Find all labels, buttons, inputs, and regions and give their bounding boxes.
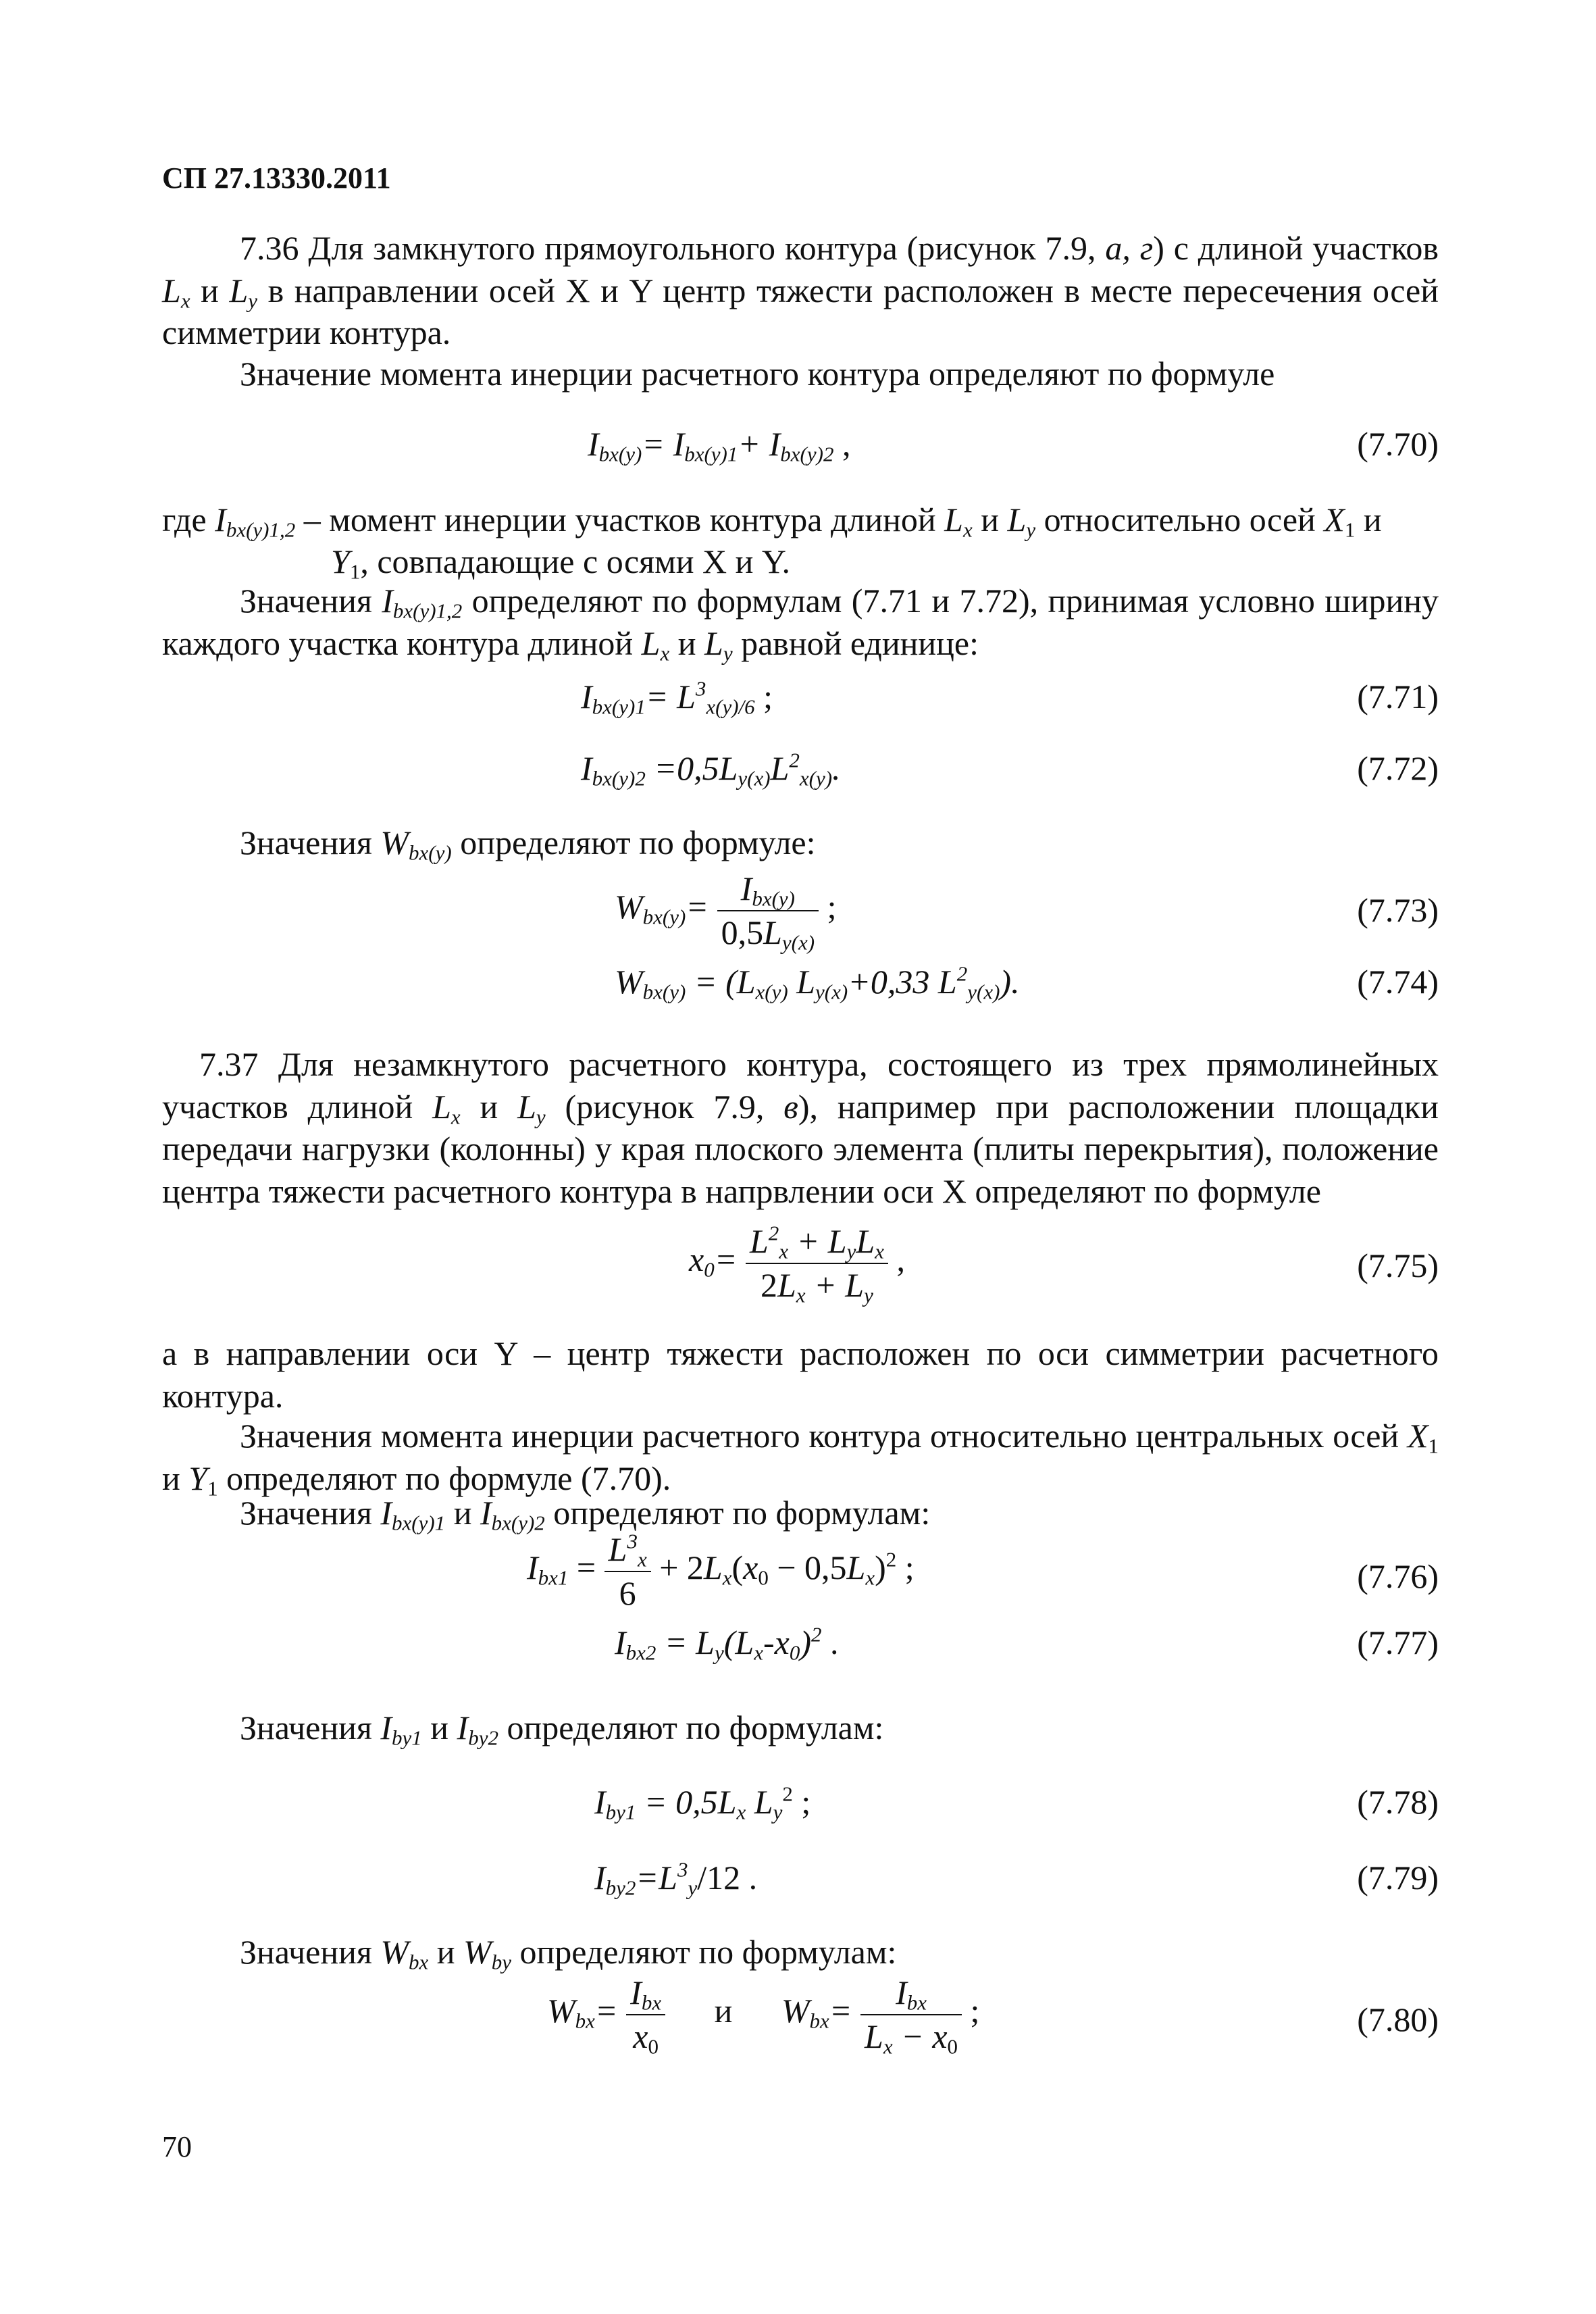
paragraph-wbx-values: Значения $W_{bx}$ и $W_{by}$ определяют по формулам: xyxy=(240,1933,897,1974)
equation-number-7-71: (7.71) xyxy=(1357,678,1439,715)
paragraph-central-axes: Значения момента инерции расчетного контура относительно центральных осей $X_1$ и $Y_1$ определяют по формуле (7.70). xyxy=(162,1417,1439,1501)
equation-7-79: $I_{by2}=L^3_y/12$ . xyxy=(594,1857,758,1900)
equation-number-7-75: (7.75) xyxy=(1357,1247,1439,1284)
equation-number-7-80: (7.80) xyxy=(1357,2001,1439,2038)
paragraph-ibx-values: Значения $I_{bx(y)1}$ и $I_{bx(y)2}$ определяют по формулам: xyxy=(240,1494,931,1535)
paragraph-moment-formula: Значение момента инерции расчетного контура определяют по формуле xyxy=(240,355,1275,393)
equation-number-7-76: (7.76) xyxy=(1357,1557,1439,1595)
equation-7-71: $I_{bx(y)1}= L^3_{x(y)/6}$ ; xyxy=(581,676,773,719)
equation-7-72: $I_{bx(y)2} =0,5L_{y(x)}L^2_{x(y)}$. xyxy=(581,748,841,790)
equation-7-70: $I_{bx(y)}= I_{bx(y)1}+ I_{bx(y)2}$ , xyxy=(588,425,851,466)
paragraph-values-1-2: Значения $I_{bx(y)1,2}$ определяют по формулам (7.71 и 7.72), принимая условно ширину каждого участка контура длиной $L_x$ и $L_y$ равной единице: xyxy=(162,582,1439,665)
equation-number-7-77: (7.77) xyxy=(1357,1624,1439,1661)
paragraph-y-direction: а в направлении оси Y – центр тяжести расположен по оси симметрии расчетного контура. xyxy=(162,1334,1439,1415)
document-code-header: СП 27.13330.2011 xyxy=(162,161,391,195)
equation-number-7-79: (7.79) xyxy=(1357,1859,1439,1896)
where-clause-line-2: $Y_1$, совпадающие с осями X и Y. xyxy=(331,543,791,584)
equation-7-76: $I_{bx1}$ = $\frac{L^3_x}{6}$ + $2L_x(x_0 - 0,5L_x)^2$ ; xyxy=(527,1529,915,1612)
equation-7-74: $W_{bx(y)} = (L_{x(y)}$ $L_{y(x)}+0,33$ $L^2_{y(x)}$). xyxy=(615,961,1020,1004)
equation-number-7-78: (7.78) xyxy=(1357,1783,1439,1821)
page-number: 70 xyxy=(162,2130,192,2163)
equation-number-7-72: (7.72) xyxy=(1357,749,1439,787)
paragraph-7-36: 7.36 Для замкнутого прямоугольного контура (рисунок 7.9, а, г) с длиной участков $L_x$ и $L_y$ в направлении осей X и Y центр тяжести расположен в месте пересечения осей симметрии контура. xyxy=(162,229,1439,351)
equation-number-7-70: (7.70) xyxy=(1357,425,1439,463)
equation-number-7-74: (7.74) xyxy=(1357,963,1439,1001)
equation-7-73: $W_{bx(y)}=$ $\frac{I_{bx(y)}}{0,5L_{y(x)}}$ ; xyxy=(615,867,836,953)
equation-7-78: $I_{by1} = 0,5L_x$ $L_y^2$ ; xyxy=(594,1782,811,1824)
paragraph-iby-values: Значения $I_{by1}$ и $I_{by2}$ определяют по формулам: xyxy=(240,1709,884,1750)
paragraph-w-values: Значения $W_{bx(y)}$ определяют по формуле: xyxy=(240,824,816,865)
equation-7-77: $I_{bx2} = L_y(L_x-x_0)^2$ . xyxy=(615,1622,839,1665)
where-clause-line-1: где $I_{bx(y)1,2}$ – момент инерции участков контура длиной $L_x$ и $L_y$ относительно осей $X_1$ и xyxy=(162,501,1382,542)
paragraph-7-37: 7.37 Для незамкнутого расчетного контура, состоящего из трех прямолинейных участков длиной $L_x$ и $L_y$ (рисунок 7.9, в), например при расположении площадки передачи нагрузки (колонны) у края плоского элемента (плиты перекрытия), положение центра тяжести расчетного контура в напрвлении оси X определяют по формуле xyxy=(162,1045,1439,1210)
equation-7-75: $x_0=$ $\frac{L^2_x + L_yL_x}{2L_x + L_y}$ , xyxy=(689,1221,905,1307)
equation-7-80: $W_{bx}=$ $\frac{I_{bx}}{x_0}$ и $W_{bx}=$ $\frac{I_{bx}}{L_x - x_0}$ ; xyxy=(547,1971,979,2057)
equation-number-7-73: (7.73) xyxy=(1357,891,1439,929)
